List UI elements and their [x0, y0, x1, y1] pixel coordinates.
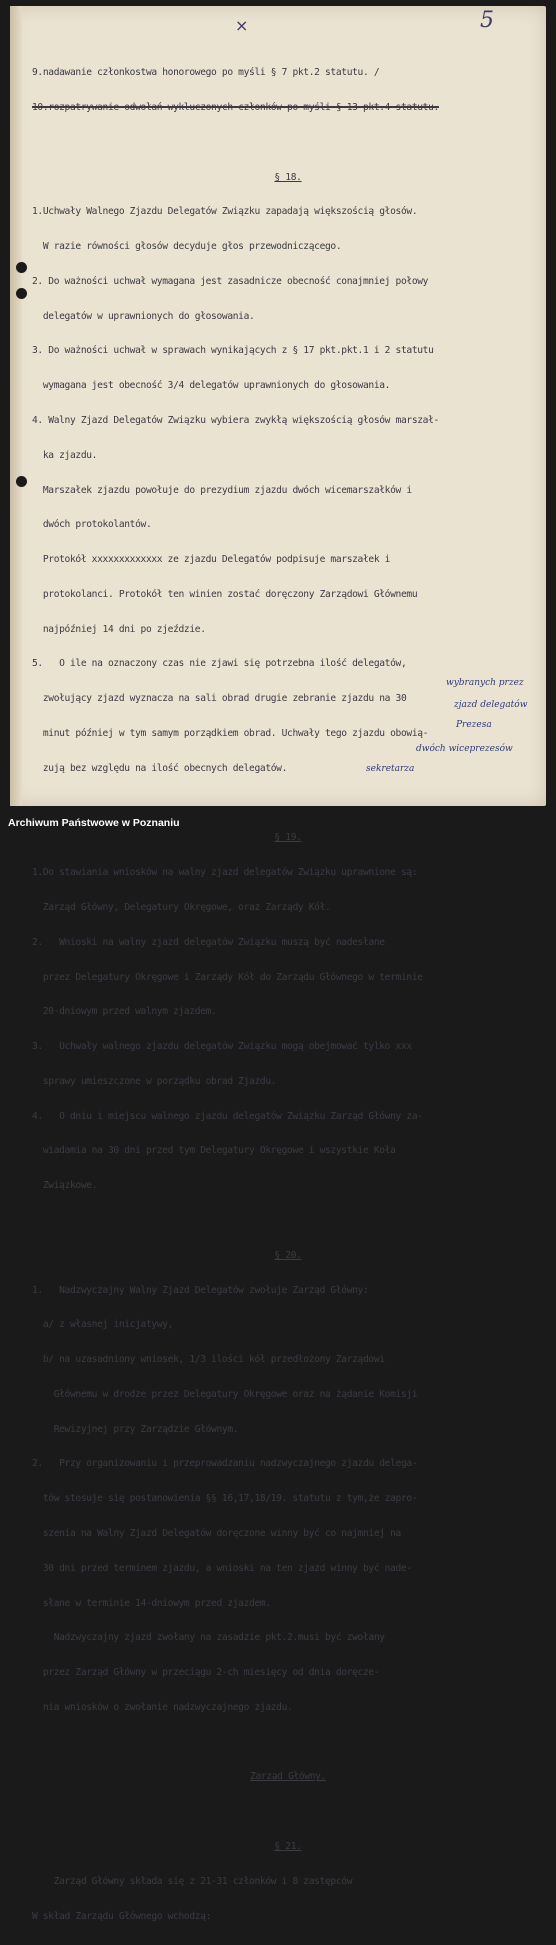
punch-hole	[16, 262, 27, 273]
text-line: Marszałek zjazdu powołuje do prezydium zjazdu dwóch wicemarszałków i	[32, 484, 412, 496]
text-line: sprawy umieszczone w porządku obrad Zjazdu.	[32, 1075, 277, 1087]
handwritten-note: zjazd delegatów	[454, 700, 528, 710]
punch-hole	[16, 288, 27, 299]
text-line: przez Zarząd Główny w przeciągu 2-ch miesięcy od dnia doręcze-	[32, 1667, 380, 1679]
page-number-mark: 5	[480, 8, 494, 33]
text-line: W skład Zarządu Głównego wchodzą:	[32, 1910, 212, 1922]
text-line	[32, 137, 544, 149]
text-line: delegatów w uprawnionych do głosowania.	[32, 310, 255, 322]
section-heading: § 21.	[274, 1841, 302, 1853]
binding-edge	[10, 6, 22, 806]
text-line: dwóch protokolantów.	[32, 519, 152, 531]
section-heading: § 19.	[274, 832, 302, 844]
text-line: najpóźniej 14 dni po zjeździe.	[32, 623, 206, 635]
text-line: zwołujący zjazd wyznacza na sali obrad drugie zebranie zjazdu na 30	[32, 693, 407, 705]
handwritten-note: wybranych przez	[446, 678, 524, 688]
section-heading: § 20.	[274, 1249, 302, 1261]
text-line: 2. Przy organizowaniu i przeprowadzaniu nadzwyczajnego zjazdu delega-	[32, 1458, 418, 1470]
text-line-struck: 10.rozpatrywanie odwołań wykluczonych członków po myśli § 13 pkt.4 statutu.	[32, 101, 439, 113]
text-line: 3. Do ważności uchwał w sprawach wynikających z § 17 pkt.pkt.1 i 2 statutu	[32, 345, 434, 357]
text-line: minut później w tym samym porządkiem obrad. Uchwały tego zjazdu obowią-	[32, 728, 429, 740]
text-line: Głównemu w drodze przez Delegatury Okręgowe oraz na żądanie Komisji	[32, 1388, 418, 1400]
text-line	[32, 1806, 544, 1818]
text-line: Zarząd Główny składa się z 21-31 członków i 8 zastępców	[32, 1875, 353, 1887]
text-line: 2. Wnioski na walny zjazd delegatów Związku muszą być nadesłane	[32, 936, 385, 948]
handwritten-note: sekretarza	[366, 764, 415, 774]
text-line: 4. O dniu i miejscu walnego zjazdu delegatów Związku Zarząd Główny za-	[32, 1110, 423, 1122]
text-line	[32, 1215, 544, 1227]
text-line: Zarząd Główny, Delegatury Okręgowe, oraz Zarządy Kół.	[32, 901, 331, 913]
document-body	[32, 44, 544, 1945]
text-line: zują bez względu na ilość obecnych delegatów.	[32, 762, 288, 774]
archive-footer: Archiwum Państwowe w Poznaniu	[8, 817, 180, 829]
text-line: 5. O ile na oznaczony czas nie zjawi się potrzebna ilość delegatów,	[32, 658, 407, 670]
text-line: 1.Uchwały Walnego Zjazdu Delegatów Związku zapadają większością głosów.	[32, 206, 418, 218]
cross-mark: ×	[235, 16, 249, 35]
text-line: 4. Walny Zjazd Delegatów Związku wybiera zwykłą większością głosów marszał-	[32, 415, 439, 426]
text-line: Związkowe.	[32, 1180, 98, 1192]
text-line: wiadamia na 30 dni przed tym Delegatury Okręgowe i wszystkie Koła	[32, 1145, 396, 1157]
text-line: Protokół xxxxxxxxxxxxx ze zjazdu Delegatów podpisuje marszałek i	[32, 554, 391, 566]
handwritten-note: Prezesa	[456, 720, 492, 730]
text-line: Nadzwyczajny zjazd zwołany na zasadzie pkt.2.musi być zwołany	[32, 1632, 385, 1644]
text-line: Rewizyjnej przy Zarządzie Głównym.	[32, 1423, 239, 1435]
text-line: słane w terminie 14-dniowym przed zjazdem.	[32, 1597, 271, 1609]
text-line: W razie równości głosów decyduje głos przewodniczącego.	[32, 241, 342, 253]
text-line: a/ z własnej inicjatywy,	[32, 1319, 174, 1331]
text-line: b/ na uzasadniony wniosek, 1/3 ilości kół przedłożony Zarządowi	[32, 1354, 385, 1366]
text-line: nia wniosków o zwołanie nadzwyczajnego zjazdu.	[32, 1701, 293, 1713]
section-heading: § 18.	[274, 171, 302, 183]
text-line: ka zjazdu.	[32, 449, 98, 461]
text-line: 1.Do stawiania wniosków na walny zjazd delegatów Związku uprawnione są:	[32, 867, 418, 879]
punch-hole	[16, 476, 27, 487]
text-line: tów stosuje się postanowienia §§ 16,17,18/19. statutu z tym,że zapro-	[32, 1493, 418, 1505]
text-line: szenia na Walny Zjazd Delegatów doręczone winny być co najmniej na	[32, 1528, 401, 1539]
text-line: protokolanci. Protokół ten winien zostać doręczony Zarządowi Głównemu	[32, 588, 418, 600]
text-line: 3. Uchwały walnego zjazdu delegatów Związku mogą obejmować tylko xxx	[32, 1041, 412, 1053]
section-heading: Zarząd Główny.	[250, 1771, 326, 1783]
handwritten-note: dwóch wiceprezesów	[416, 744, 513, 754]
text-line: przez Delegatury Okręgowe i Zarządy Kół do Zarządu Głównego w terminie	[32, 971, 423, 983]
text-line: wymagana jest obecność 3/4 delegatów uprawnionych do głosowania.	[32, 380, 391, 392]
text-line: 1. Nadzwyczajny Walny Zjazd Delegatów zwołuje Zarząd Główny:	[32, 1284, 369, 1296]
text-line: 20-dniowym przed walnym zjazdem.	[32, 1006, 217, 1018]
text-line: 2. Do ważności uchwał wymagana jest zasadnicze obecność conajmniej połowy	[32, 275, 429, 287]
text-line: 9.nadawanie członkostwa honorowego po myśli § 7 pkt.2 statutu. /	[32, 67, 380, 79]
text-line: 30 dni przed terminem zjazdu, a wnioski na ten zjazd winny być nade-	[32, 1562, 412, 1574]
text-line	[32, 1737, 544, 1749]
